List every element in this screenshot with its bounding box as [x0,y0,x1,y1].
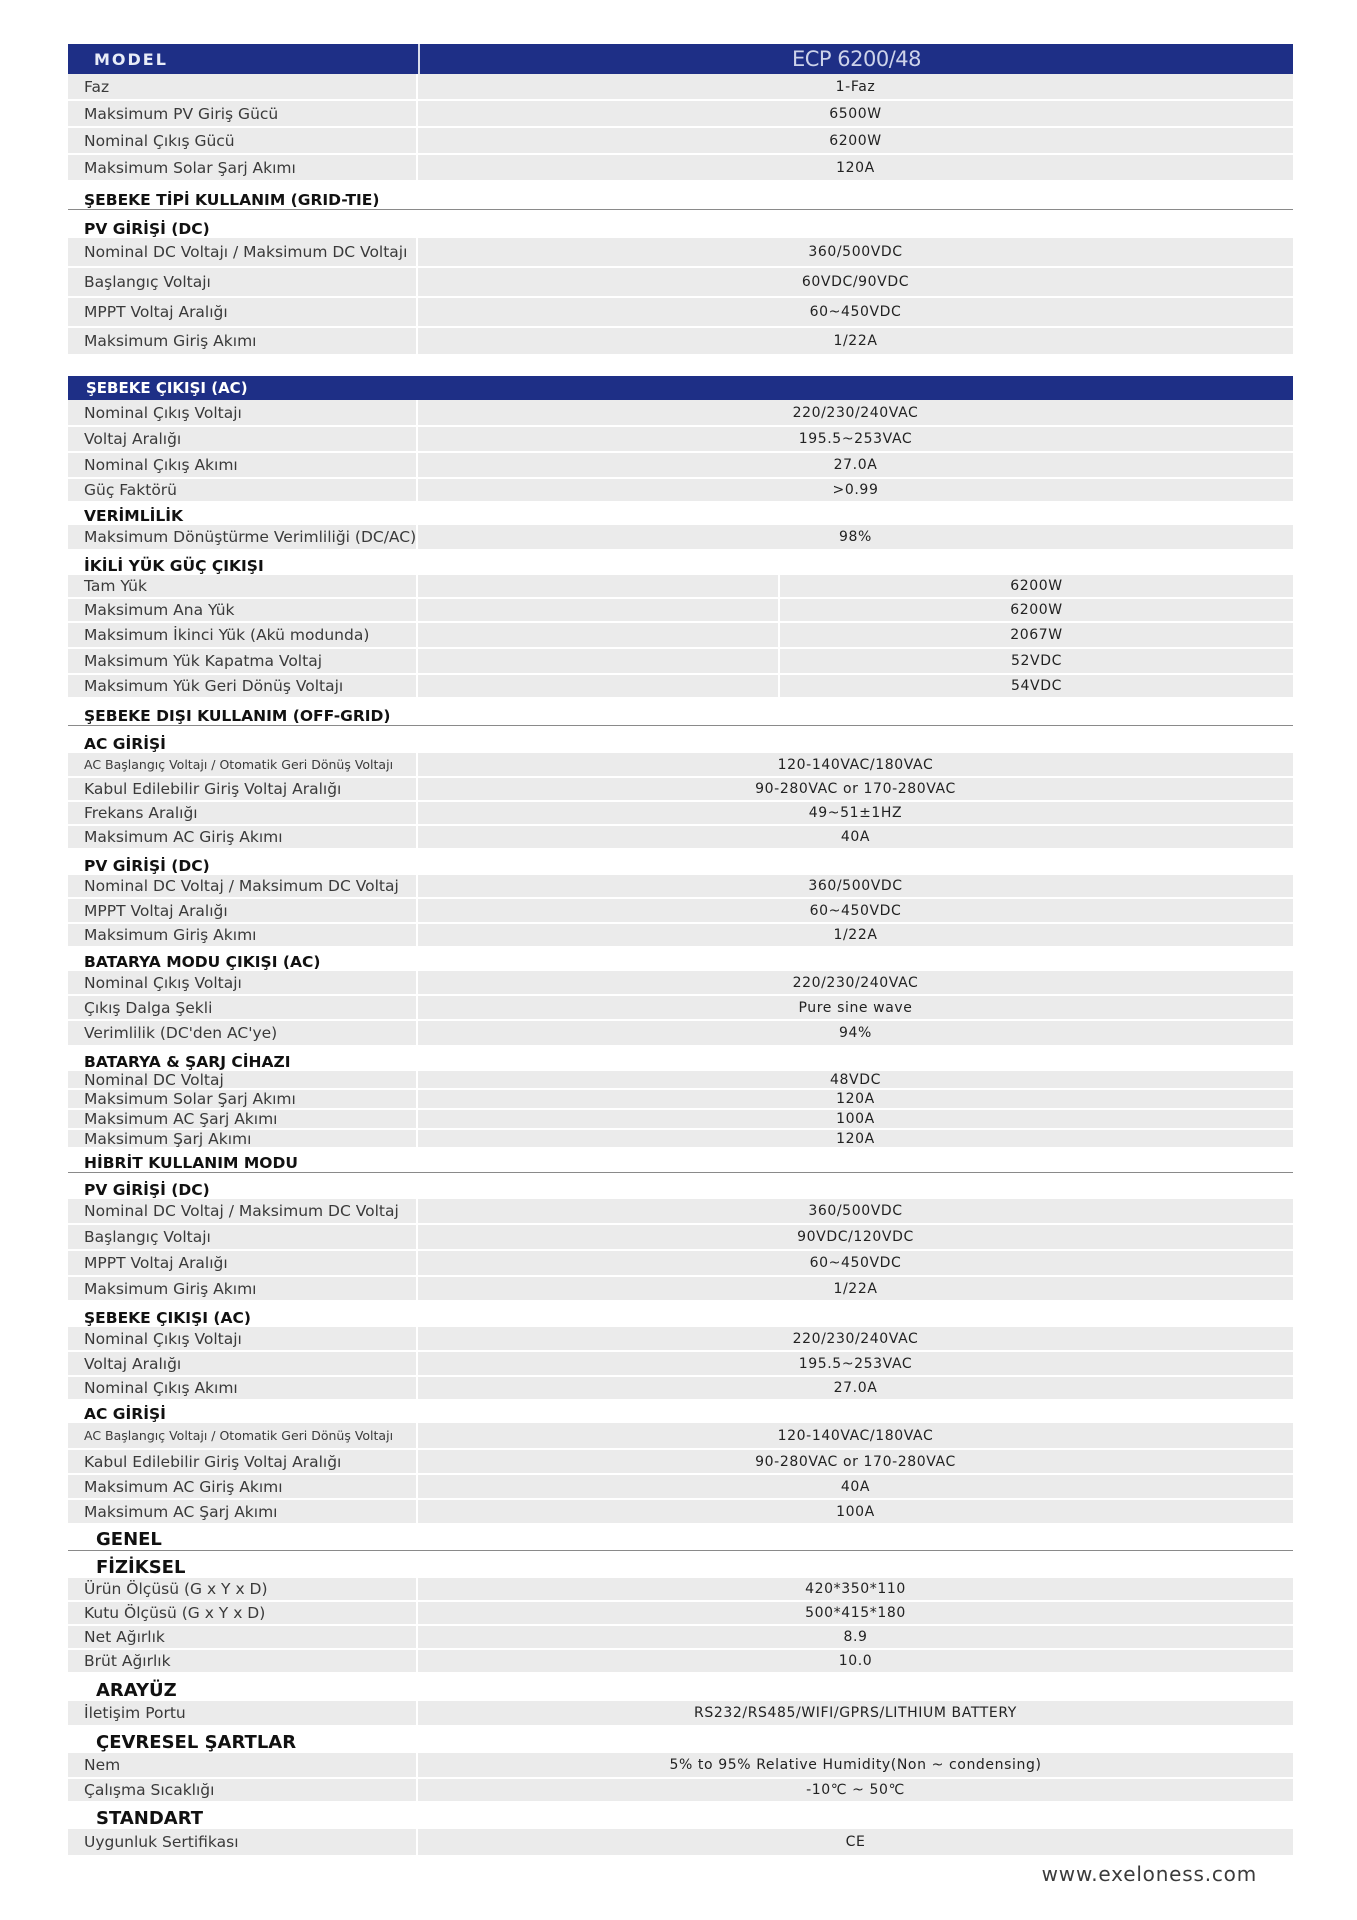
section-title-hybrid-grid-out-title: ŞEBEKE ÇIKIŞI (AC) [68,1302,1293,1327]
spec-label: Maksimum AC Şarj Akımı [68,1500,418,1523]
section-title-grid-tie-eff-title: VERİMLİLİK [68,503,1293,525]
spec-value: RS232/RS485/WIFI/GPRS/LITHIUM BATTERY [694,1705,1017,1721]
spec-label: Maksimum Giriş Akımı [68,328,418,354]
spec-row [68,753,1293,778]
spec-value: 360/500VDC [808,878,903,894]
spec-value: 1-Faz [835,78,876,95]
spec-label: Nominal Çıkış Akımı [68,453,418,477]
spec-value: 120-140VAC/180VAC [777,756,934,773]
spec-row [68,649,1293,675]
spec-label: Başlangıç Voltajı [68,268,418,296]
spec-value: 120-140VAC/180VAC [777,1427,934,1444]
spec-row [68,1475,1293,1500]
section-bar-grid-tie-grid-out-title: ŞEBEKE ÇIKIŞI (AC) [68,376,1293,400]
spec-value: 40A [840,829,871,845]
spec-value: 60~450VDC [809,1255,902,1271]
spec-value: 420*350*110 [805,1581,906,1597]
spec-label: Çalışma Sıcaklığı [68,1779,418,1801]
spec-value: 54VDC [1011,678,1062,694]
spec-row [68,1021,1293,1047]
spec-label: Nominal DC Voltajı / Maksimum DC Voltajı [68,238,418,266]
spec-row [68,1779,1293,1803]
section-title-hybrid-ac-title: AC GİRİŞİ [68,1401,1293,1423]
spec-spacer-cell [418,649,780,673]
spec-row [68,1829,1293,1857]
spec-value: 49~51±1HZ [808,805,903,821]
spec-label: Maksimum Yük Geri Dönüş Voltajı [68,675,418,697]
spec-value: CE [845,1834,866,1850]
spec-value: 120A [836,159,875,176]
spec-value: 52VDC [1011,653,1062,669]
spec-value: 6200W [1010,578,1063,594]
spec-label: Net Ağırlık [68,1626,418,1648]
spec-value: 1/22A [833,333,878,349]
section-title-grid-tie-title: ŞEBEKE TİPİ KULLANIM (GRID-TIE) [68,182,1293,210]
spec-row [68,1377,1293,1401]
spec-label: Nominal DC Voltaj [68,1071,418,1088]
spec-value: 100A [836,1111,875,1127]
section-title-general-std-title: STANDART [68,1803,1293,1829]
spec-value: 220/230/240VAC [792,404,919,421]
spec-value: 40A [840,1478,871,1495]
spec-row [68,1352,1293,1377]
spec-label: Nominal Çıkış Voltajı [68,971,418,994]
spec-label: Nominal Çıkış Akımı [68,1377,418,1399]
spec-label: Çıkış Dalga Şekli [68,996,418,1019]
spec-row [68,1602,1293,1626]
spec-row [68,778,1293,802]
model-label: MODEL [68,44,420,74]
spec-value: 360/500VDC [808,1203,903,1219]
spec-value: Pure sine wave [798,999,913,1016]
spec-row [68,525,1293,551]
model-header [68,44,1293,74]
spec-label: Tam Yük [68,575,418,597]
spec-label: Maksimum Solar Şarj Akımı [68,155,418,180]
spec-spacer-cell [418,599,780,621]
spec-row [68,1753,1293,1779]
spec-row [68,1071,1293,1090]
spec-label: Nominal DC Voltaj / Maksimum DC Voltaj [68,1199,418,1223]
spec-row [68,996,1293,1021]
spec-value: 10.0 [838,1653,873,1669]
spec-value: 90VDC/120VDC [797,1229,914,1245]
spec-row [68,479,1293,503]
spec-value: 5% to 95% Relative Humidity(Non ~ condensing) [669,1757,1042,1773]
spec-row [68,1225,1293,1251]
spec-value: 27.0A [833,457,878,473]
spec-label: Maksimum Ana Yük [68,599,418,621]
section-title-grid-tie-pv-title: PV GİRİŞİ (DC) [68,210,1293,238]
spec-row [68,599,1293,623]
section-title-hybrid-pv-title: PV GİRİŞİ (DC) [68,1173,1293,1199]
spec-row [68,575,1293,599]
spec-value: 90-280VAC or 170-280VAC [755,781,956,797]
spec-value: 60~450VDC [809,304,902,320]
section-title-general-title: GENEL [68,1525,1293,1551]
spec-row [68,971,1293,996]
spec-label: Frekans Aralığı [68,802,418,824]
spec-value: 27.0A [833,1380,878,1396]
spec-label: Başlangıç Voltajı [68,1225,418,1249]
spec-row [68,1578,1293,1602]
spec-row [68,1251,1293,1277]
spec-label: Nominal Çıkış Voltajı [68,400,418,425]
spec-row [68,924,1293,948]
spec-spacer-cell [418,623,780,647]
spec-label: Maksimum Dönüştürme Verimliliği (DC/AC) [68,525,418,549]
spec-row [68,1130,1293,1149]
spec-row [68,675,1293,699]
spec-content [68,74,1293,1857]
spec-value: 6200W [829,132,882,149]
spec-value: 98% [839,529,872,545]
section-title-general-physical-title: FİZİKSEL [68,1551,1293,1578]
spec-row [68,1110,1293,1130]
spec-sheet [68,44,1293,1857]
spec-label: Nominal DC Voltaj / Maksimum DC Voltaj [68,875,418,897]
spec-value: 8.9 [843,1629,868,1645]
spec-row [68,1650,1293,1674]
spec-label: Ürün Ölçüsü (G x Y x D) [68,1578,418,1600]
spec-value: 90-280VAC or 170-280VAC [755,1453,956,1470]
spec-label: Kutu Ölçüsü (G x Y x D) [68,1602,418,1624]
spec-row [68,1090,1293,1110]
spec-label: MPPT Voltaj Aralığı [68,899,418,922]
spec-value: 220/230/240VAC [792,974,919,991]
spec-row [68,826,1293,850]
spec-label: Kabul Edilebilir Giriş Voltaj Aralığı [68,778,418,800]
spec-row [68,1199,1293,1225]
spec-spacer-cell [418,575,780,597]
spec-label: Voltaj Aralığı [68,1352,418,1375]
spec-row [68,1450,1293,1475]
spec-row [68,802,1293,826]
section-title-off-grid-bat-out-title: BATARYA MODU ÇIKIŞI (AC) [68,948,1293,971]
spec-value: 120A [836,1091,875,1107]
spec-value: 500*415*180 [805,1605,906,1621]
spec-label: Maksimum AC Şarj Akımı [68,1110,418,1128]
spec-value: 360/500VDC [808,244,903,260]
spec-value: 1/22A [833,927,878,943]
spec-value: 6200W [1010,602,1063,618]
spec-value: 220/230/240VAC [792,1330,919,1347]
spec-row [68,101,1293,128]
spec-label: Maksimum Giriş Akımı [68,924,418,946]
spec-label: MPPT Voltaj Aralığı [68,1251,418,1275]
spec-label: AC Başlangıç Voltajı / Otomatik Geri Dönüş Voltajı [68,753,418,776]
section-title-off-grid-pv-title: PV GİRİŞİ (DC) [68,850,1293,875]
model-value: ECP 6200/48 [791,47,921,71]
spec-value: 100A [836,1503,875,1520]
spec-value: 48VDC [830,1071,881,1088]
spec-row [68,1500,1293,1525]
spec-row [68,1327,1293,1352]
spec-row [68,875,1293,899]
website-footer: www.exeloness.com [1041,1862,1257,1886]
spec-value: 195.5~253VAC [798,1355,913,1372]
spec-row [68,128,1293,155]
spec-value: 94% [839,1025,872,1041]
spec-label: AC Başlangıç Voltajı / Otomatik Geri Dönüş Voltajı [68,1423,418,1448]
spec-label: Kabul Edilebilir Giriş Voltaj Aralığı [68,1450,418,1473]
spec-value: 2067W [1010,627,1063,643]
spec-label: Maksimum Giriş Akımı [68,1277,418,1300]
section-title-hybrid-title: HİBRİT KULLANIM MODU [68,1149,1293,1173]
spec-row [68,155,1293,182]
spec-label: Maksimum PV Giriş Gücü [68,101,418,126]
spec-row [68,427,1293,453]
spec-row [68,1277,1293,1302]
spec-value: 1/22A [833,1280,878,1297]
spec-value: >0.99 [832,482,879,498]
section-title-off-grid-ac-title: AC GİRİŞİ [68,726,1293,753]
spec-value: 60VDC/90VDC [801,274,910,290]
spec-label: İletişim Portu [68,1701,418,1725]
spec-row [68,899,1293,924]
spec-label: Maksimum AC Giriş Akımı [68,826,418,848]
spec-value: 60~450VDC [809,902,902,919]
section-title-off-grid-charger-title: BATARYA & ŞARJ CİHAZI [68,1047,1293,1071]
spec-label: Nominal Çıkış Gücü [68,128,418,153]
spec-label: Maksimum AC Giriş Akımı [68,1475,418,1498]
spec-row [68,238,1293,268]
spec-label: MPPT Voltaj Aralığı [68,298,418,326]
spec-row [68,74,1293,101]
spec-label: Maksimum Şarj Akımı [68,1130,418,1147]
section-title-general-env-title: ÇEVRESEL ŞARTLAR [68,1727,1293,1753]
spec-row [68,400,1293,427]
section-title-off-grid-title: ŞEBEKE DIŞI KULLANIM (OFF-GRID) [68,699,1293,726]
spec-row [68,328,1293,356]
spec-label: Güç Faktörü [68,479,418,501]
spec-row [68,1626,1293,1650]
spec-label: Brüt Ağırlık [68,1650,418,1672]
section-title-general-interface-title: ARAYÜZ [68,1674,1293,1701]
spec-row [68,268,1293,298]
spec-spacer-cell [418,675,780,697]
spec-value: 6500W [829,105,882,122]
spec-label: Verimlilik (DC'den AC'ye) [68,1021,418,1045]
spec-label: Faz [68,74,418,99]
spec-row [68,453,1293,479]
spec-row [68,1423,1293,1450]
spec-label: Maksimum İkinci Yük (Akü modunda) [68,623,418,647]
spec-row [68,1701,1293,1727]
spec-label: Nominal Çıkış Voltajı [68,1327,418,1350]
spec-value: -10℃ ~ 50℃ [806,1782,905,1798]
section-title-grid-tie-dual-title: İKİLİ YÜK GÜÇ ÇIKIŞI [68,551,1293,575]
spec-label: Maksimum Solar Şarj Akımı [68,1090,418,1108]
spec-label: Maksimum Yük Kapatma Voltaj [68,649,418,673]
spec-row [68,623,1293,649]
spec-value: 120A [836,1130,875,1147]
spec-label: Uygunluk Sertifikası [68,1829,418,1855]
spec-row [68,298,1293,328]
spec-value: 195.5~253VAC [798,431,913,447]
spec-label: Voltaj Aralığı [68,427,418,451]
spec-label: Nem [68,1753,418,1777]
